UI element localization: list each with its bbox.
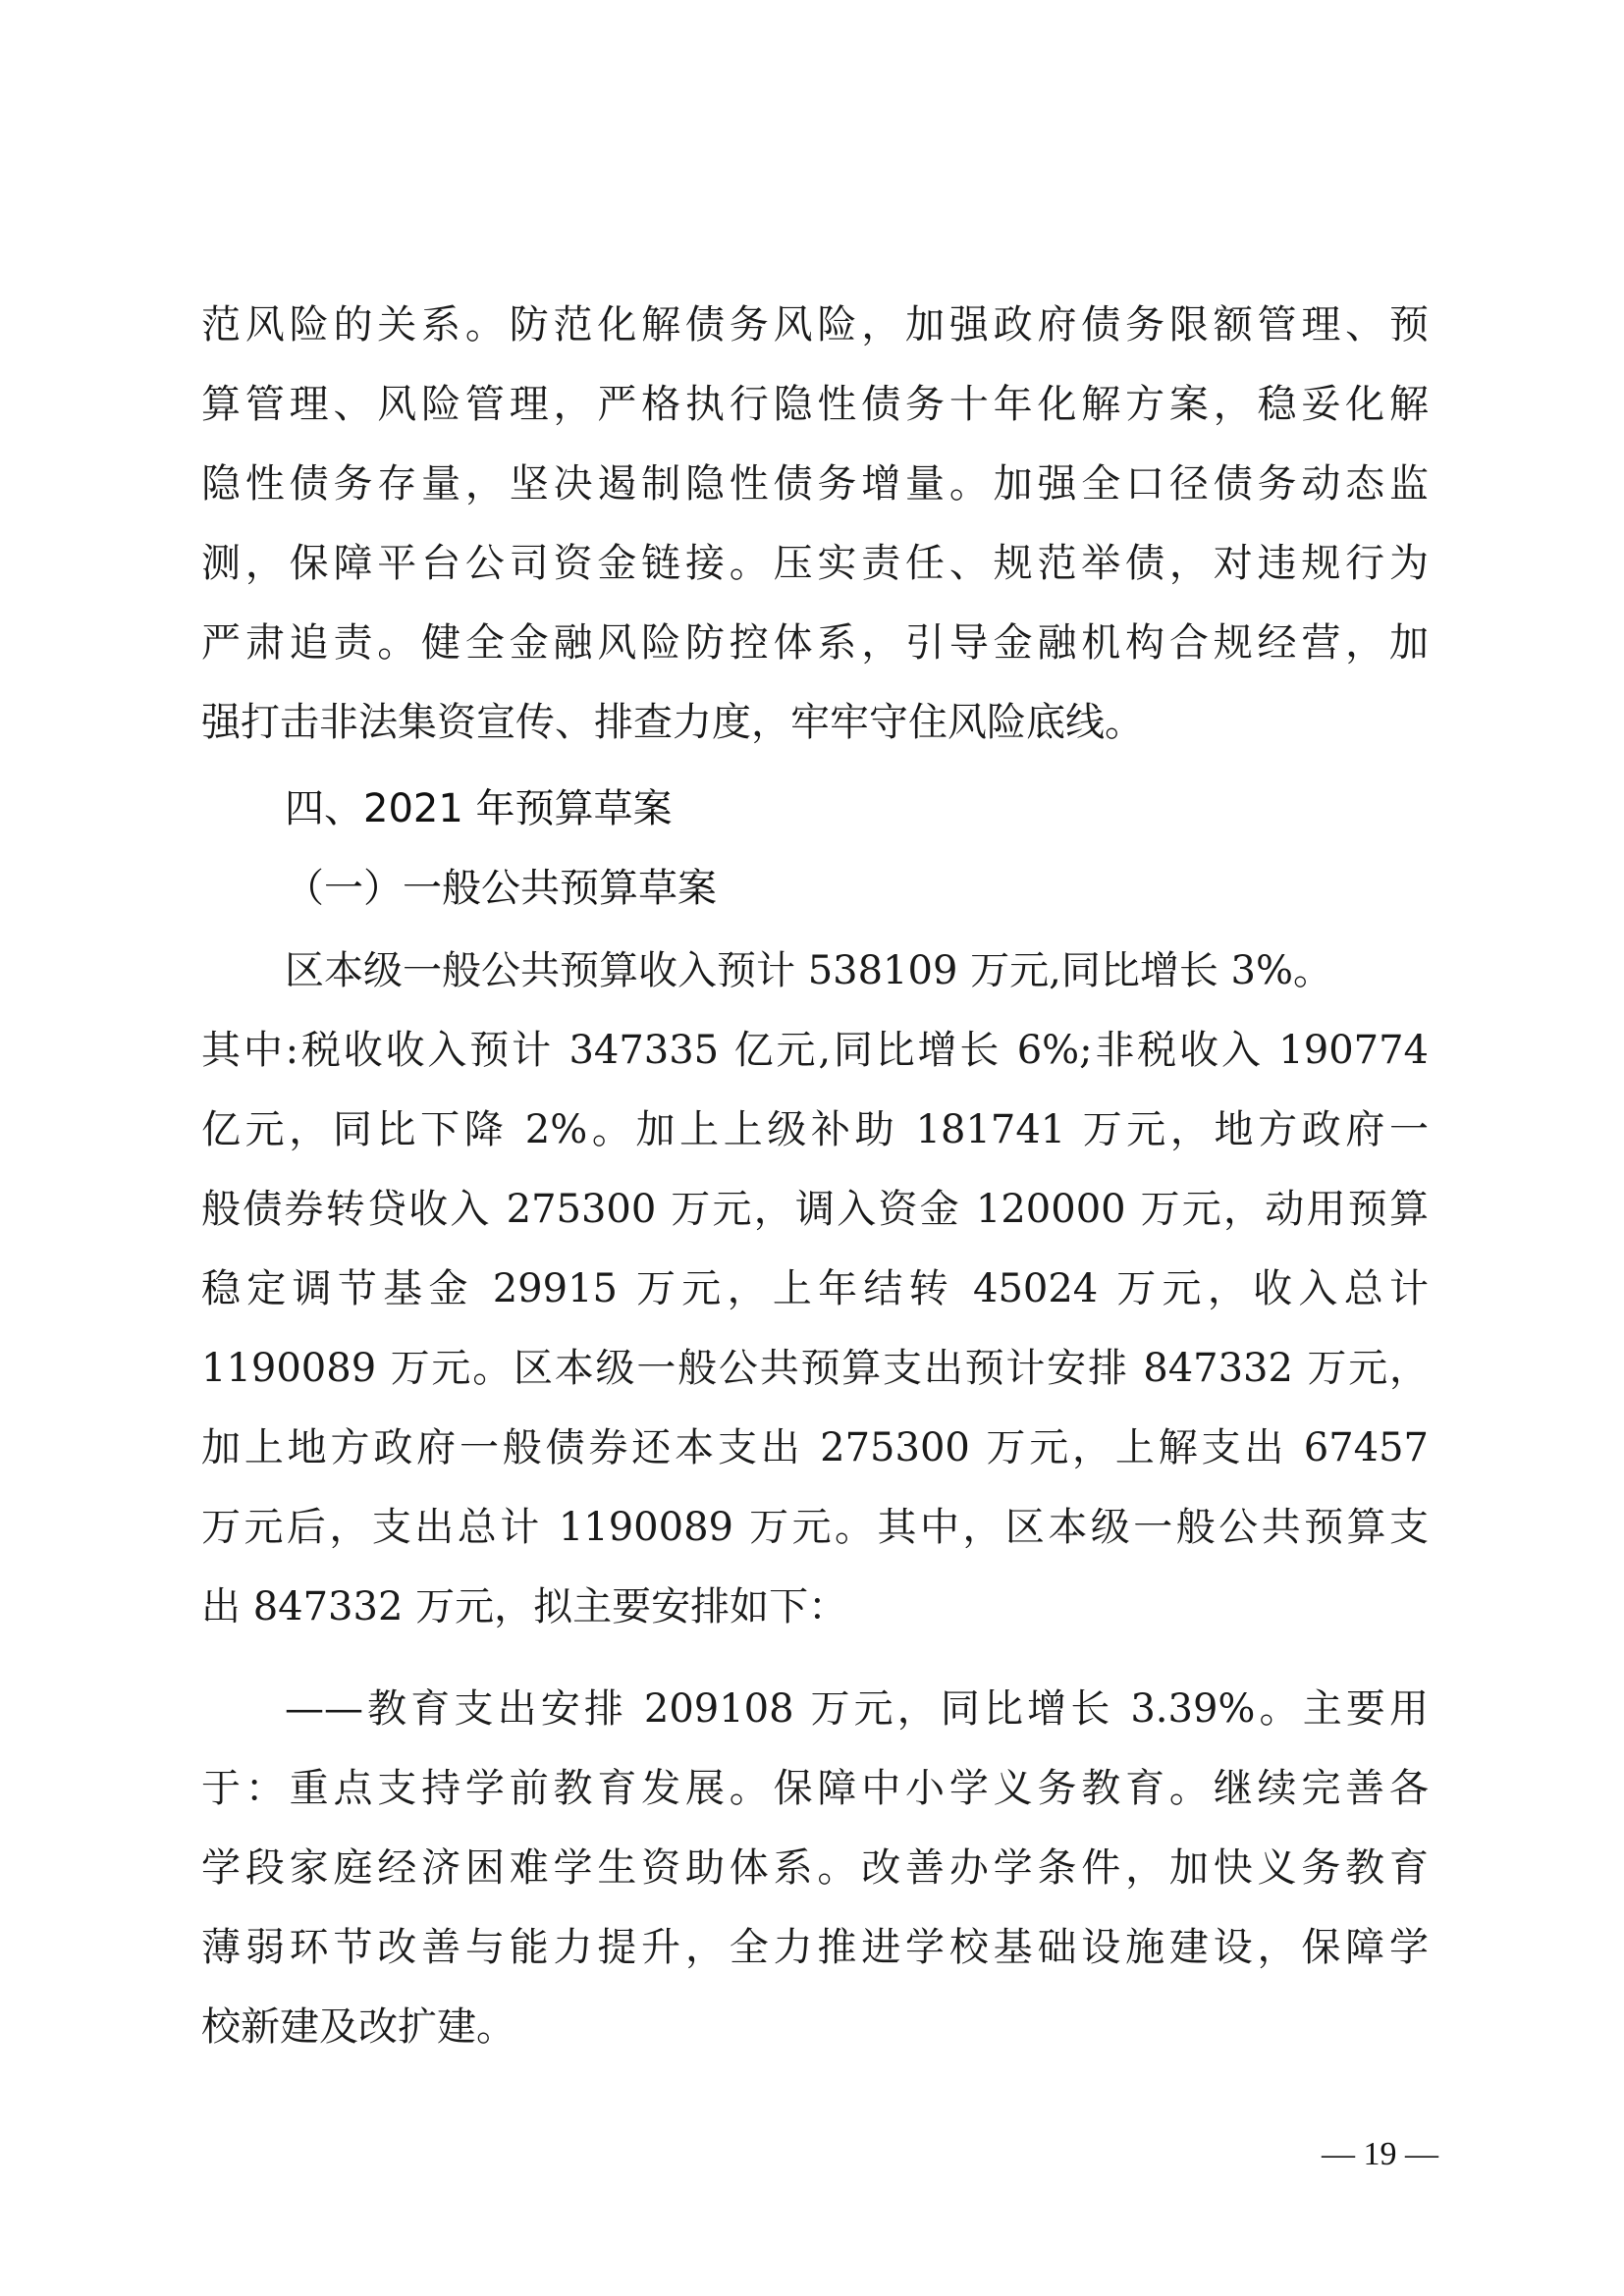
paragraph-3-line-4: 薄弱环节改善与能力提升，全力推进学校基础设施建设，保障学 — [201, 1925, 1429, 1970]
section-heading: 四、2021 年预算草案 — [285, 786, 673, 831]
paragraph-3-line-2: 于：重点支持学前教育发展。保障中小学义务教育。继续完善各 — [201, 1766, 1429, 1811]
paragraph-2-line-1: 区本级一般公共预算收入预计 538109 万元,同比增长 3%。 — [285, 948, 1333, 993]
subsection-heading: （一）一般公共预算草案 — [285, 866, 717, 911]
paragraph-1-line-5: 严肃追责。健全金融风险防控体系，引导金融机构合规经营，加 — [201, 620, 1429, 666]
paragraph-2-line-5: 稳定调节基金 29915 万元，上年结转 45024 万元，收入总计 — [201, 1266, 1429, 1311]
paragraph-2-line-8: 万元后，支出总计 1190089 万元。其中，区本级一般公共预算支 — [201, 1505, 1429, 1550]
paragraph-3-line-3: 学段家庭经济困难学生资助体系。改善办学条件，加快义务教育 — [201, 1845, 1429, 1891]
paragraph-2-line-4: 般债券转贷收入 275300 万元，调入资金 120000 万元，动用预算 — [201, 1187, 1429, 1232]
paragraph-1-line-4: 测，保障平台公司资金链接。压实责任、规范举债，对违规行为 — [201, 541, 1429, 586]
paragraph-1-line-1: 范风险的关系。防范化解债务风险，加强政府债务限额管理、预 — [201, 302, 1429, 347]
paragraph-1-line-2: 算管理、风险管理，严格执行隐性债务十年化解方案，稳妥化解 — [201, 382, 1429, 427]
paragraph-2-line-7: 加上地方政府一般债券还本支出 275300 万元，上解支出 67457 — [201, 1425, 1429, 1470]
page-number: — 19 — — [1322, 2136, 1438, 2172]
paragraph-2-line-6: 1190089 万元。区本级一般公共预算支出预计安排 847332 万元， — [201, 1346, 1429, 1391]
paragraph-3-line-1: ——教育支出安排 209108 万元，同比增长 3.39%。主要用 — [285, 1686, 1429, 1732]
paragraph-2-line-3: 亿元，同比下降 2%。加上上级补助 181741 万元，地方政府一 — [201, 1107, 1429, 1152]
paragraph-3-line-5: 校新建及改扩建。 — [201, 2004, 515, 2050]
paragraph-2-line-2: 其中:税收收入预计 347335 亿元,同比增长 6%;非税收入 190774 — [201, 1028, 1429, 1073]
paragraph-2-line-9: 出 847332 万元，拟主要安排如下： — [201, 1584, 848, 1629]
paragraph-1-line-3: 隐性债务存量，坚决遏制隐性债务增量。加强全口径债务动态监 — [201, 461, 1429, 507]
paragraph-1-line-6: 强打击非法集资宣传、排查力度，牢牢守住风险底线。 — [201, 700, 1144, 745]
